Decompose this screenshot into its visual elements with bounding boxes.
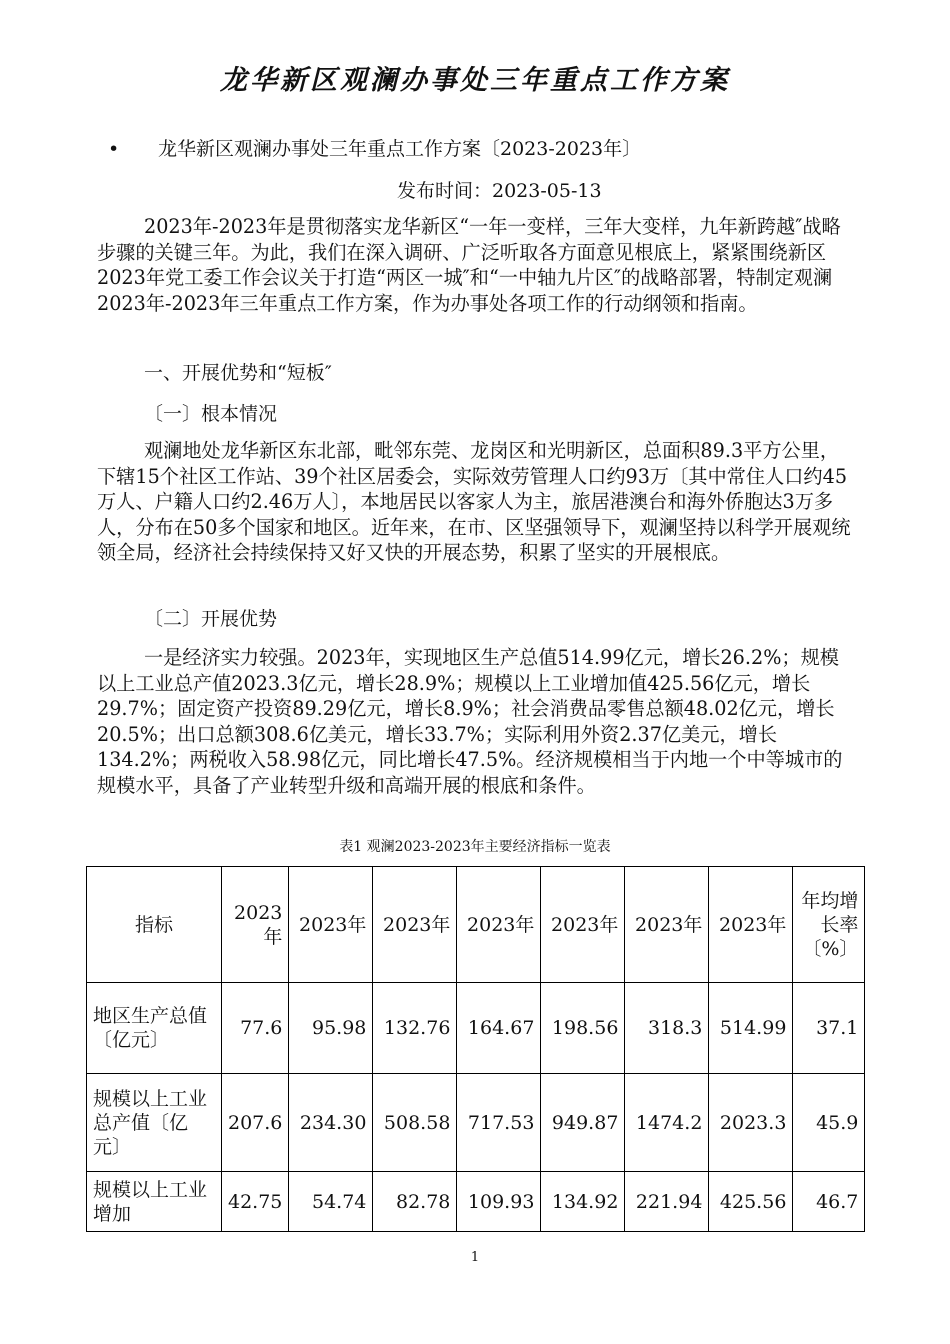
economic-indicators-table [86, 866, 865, 1232]
value-cell: 2023.3 [709, 1074, 793, 1172]
row-label-cell: 规模以上工业增加 [87, 1172, 222, 1232]
intro-paragraph: 2023年-2023年是贯彻落实龙华新区“一年一变样，三年大变样，九年新跨越″战略步骤的关键三年。为此，我们在深入调研、广泛听取各方面意见根底上，紧紧围绕新区2023年党工委工作会议关于打造“两区一城″和“一中轴九片区″的战略部署，特制定观澜2023年-2023年三年重点工作方案，作为办事处各项工作的行动纲领和指南。 [97, 215, 841, 315]
table-row [87, 1074, 865, 1172]
publish-time: 发布时间：2023-05-13 [397, 180, 602, 202]
value-cell: 949.87 [541, 1074, 625, 1172]
header-year-cell: 2023年 [709, 867, 793, 983]
value-cell: 164.67 [457, 983, 541, 1074]
page-number: 1 [470, 1250, 480, 1265]
value-cell: 109.93 [457, 1172, 541, 1232]
value-cell: 425.56 [709, 1172, 793, 1232]
section-heading-1-1: 〔一〕根本情况 [144, 403, 278, 425]
value-cell: 717.53 [457, 1074, 541, 1172]
row-label-cell: 地区生产总值〔亿元〕 [87, 983, 222, 1074]
value-cell: 198.56 [541, 983, 625, 1074]
subtitle-text: 龙华新区观澜办事处三年重点工作方案〔2023-2023年〕 [158, 138, 642, 160]
header-year-cell: 2023年 [222, 867, 289, 983]
header-label-cell: 指标 [87, 867, 222, 983]
value-cell: 134.92 [541, 1172, 625, 1232]
subtitle-bullet-item [108, 134, 641, 161]
header-year-cell: 2023年 [373, 867, 457, 983]
row-label-cell: 规模以上工业总产值〔亿元〕 [87, 1074, 222, 1172]
table-row [87, 1172, 865, 1232]
document-title: 龙华新区观澜办事处三年重点工作方案 [220, 65, 730, 96]
value-cell: 207.6 [222, 1074, 289, 1172]
table-row [87, 983, 865, 1074]
table-header-row [87, 867, 865, 983]
value-cell: 1474.2 [625, 1074, 709, 1172]
growth-cell: 45.9 [793, 1074, 865, 1172]
basic-info-paragraph: 观澜地处龙华新区东北部，毗邻东莞、龙岗区和光明新区，总面积89.3平方公里，下辖15个社区工作站、39个社区居委会，实际效劳管理人口约93万〔其中常住人口约45万人、户籍人口约2.46万人〕，本地居民以客家人为主，旅居港澳台和海外侨胞达3万多人，分布在50多个国家和地区。近年来，在市、区坚强领导下，观澜坚持以科学开展观统领全局，经济社会持续保持又好又快的开展态势，积累了坚实的开展根底。 [97, 439, 851, 564]
bullet-icon: • [108, 138, 120, 160]
header-growth-cell: 年均增长率〔%〕 [793, 867, 865, 983]
header-year-cell: 2023年 [625, 867, 709, 983]
table-caption: 表1 观澜2023-2023年主要经济指标一览表 [339, 839, 611, 855]
value-cell: 42.75 [222, 1172, 289, 1232]
value-cell: 514.99 [709, 983, 793, 1074]
value-cell: 508.58 [373, 1074, 457, 1172]
value-cell: 234.30 [289, 1074, 373, 1172]
value-cell: 77.6 [222, 983, 289, 1074]
growth-cell: 46.7 [793, 1172, 865, 1232]
header-year-cell: 2023年 [289, 867, 373, 983]
value-cell: 132.76 [373, 983, 457, 1074]
growth-cell: 37.1 [793, 983, 865, 1074]
value-cell: 82.78 [373, 1172, 457, 1232]
value-cell: 95.98 [289, 983, 373, 1074]
advantage-paragraph: 一是经济实力较强。2023年，实现地区生产总值514.99亿元，增长26.2%；规模以上工业总产值2023.3亿元，增长28.9%；规模以上工业增加值425.56亿元，增长29.7%；固定资产投资89.29亿元，增长8.9%；社会消费品零售总额48.02亿元，增长20.5%；出口总额308.6亿美元，增长33.7%；实际利用外资2.37亿美元，增长134.2%；两税收入58.98亿元，同比增长47.5%。经济规模相当于内地一个中等城市的规模水平，具备了产业转型升级和高端开展的根底和条件。 [97, 646, 843, 797]
value-cell: 54.74 [289, 1172, 373, 1232]
value-cell: 221.94 [625, 1172, 709, 1232]
value-cell: 318.3 [625, 983, 709, 1074]
section-heading-1: 一、开展优势和“短板″ [144, 362, 332, 384]
header-year-cell: 2023年 [457, 867, 541, 983]
section-heading-1-2: 〔二〕开展优势 [144, 608, 278, 630]
header-year-cell: 2023年 [541, 867, 625, 983]
